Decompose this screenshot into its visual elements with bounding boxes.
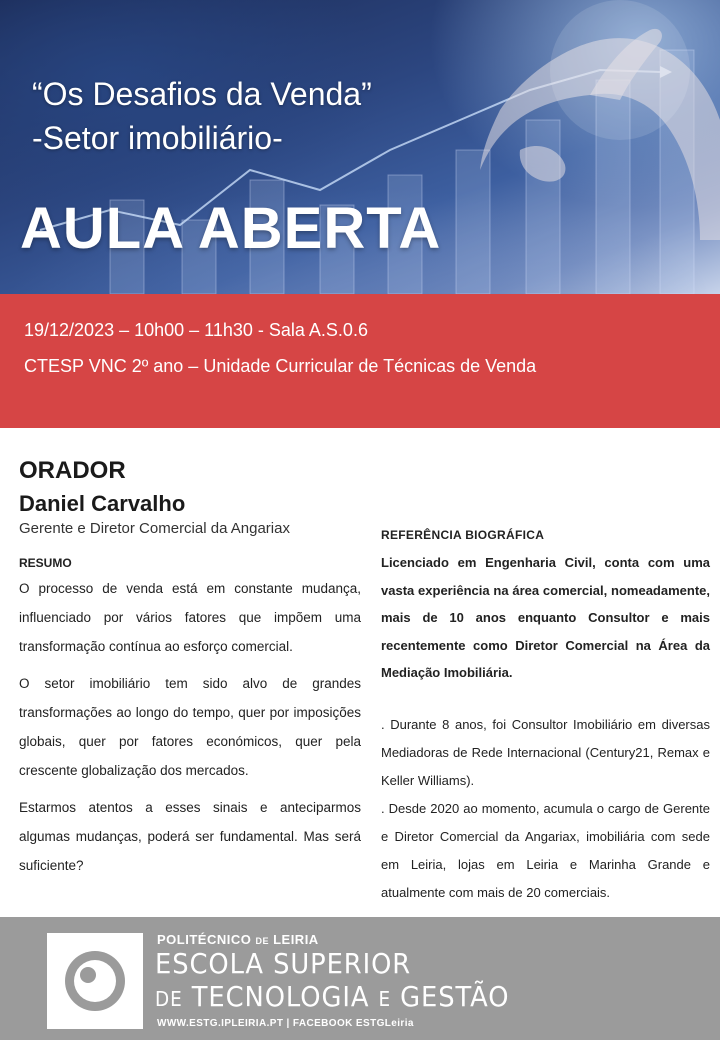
- event-course: CTESP VNC 2º ano – Unidade Curricular de Técnicas de Venda: [24, 356, 537, 376]
- summary-paragraph: Estarmos atentos a esses sinais e anteciparmos algumas mudanças, poderá ser fundamental. Mas será suficiente?: [19, 800, 361, 873]
- bio-column: [381, 524, 710, 907]
- institution-name-main: POLITÉCNICO: [157, 932, 256, 947]
- bio-item: . Desde 2020 ao momento, acumula o cargo de Gerente e Diretor Comercial da Angariax, imobiliária com sede em Leiria, lojas em Leiria e Marinha Grande e atualmente com mais de 20 comerciais.: [381, 800, 710, 900]
- school-name-line2: [155, 981, 509, 1015]
- speaker-summary-column: [19, 456, 361, 880]
- speaker-heading: ORADOR: [19, 457, 126, 484]
- bio-heading: REFERÊNCIA BIOGRÁFICA: [381, 528, 545, 542]
- speaker-name: Daniel Carvalho: [19, 491, 186, 516]
- school-name-gestao: GESTÃO: [391, 980, 510, 1013]
- institution-name: [157, 932, 319, 947]
- event-info-band: [0, 294, 720, 428]
- school-name-de: DE: [155, 987, 183, 1011]
- bio-item: . Durante 8 anos, foi Consultor Imobiliário em diversas Mediadoras de Rede Internacional (Century21, Remax e Keller Williams).: [381, 716, 710, 788]
- school-name-line1: ESCOLA SUPERIOR: [155, 947, 412, 980]
- footer: [0, 917, 720, 1040]
- event-date-location: 19/12/2023 – 10h00 – 11h30 - Sala A.S.0.6: [24, 320, 368, 340]
- institution-name-end: LEIRIA: [268, 932, 319, 947]
- eye-logo-icon: [47, 933, 143, 1029]
- institution-logo: [47, 933, 143, 1029]
- hero-subtitle: -Setor imobiliário-: [32, 120, 283, 156]
- hero-quote-title: “Os Desafios da Venda”: [32, 76, 372, 112]
- summary-paragraph: O processo de venda está em constante mudança, influenciado por vários fatores que impõem uma transformação contínua ao esforço comercial.: [19, 581, 361, 654]
- hero-banner: [0, 0, 720, 294]
- summary-paragraph: O setor imobiliário tem sido alvo de grandes transformações ao longo do tempo, quer por imposições globais, quer por fatores económicos, quer pela crescente globalização dos mercados.: [19, 676, 361, 778]
- summary-heading: RESUMO: [19, 556, 72, 570]
- event-title: AULA ABERTA: [20, 196, 442, 261]
- speaker-role: Gerente e Diretor Comercial da Angariax: [19, 520, 290, 537]
- footer-links: WWW.ESTG.IPLEIRIA.PT | FACEBOOK ESTGLeiria: [157, 1018, 414, 1029]
- school-name-e: E: [378, 987, 392, 1011]
- institution-name-small: DE: [255, 936, 269, 946]
- bio-intro: Licenciado em Engenharia Civil, conta com uma vasta experiência na área comercial, nomeadamente, mais de 10 anos enquanto Consultor e mais recentemente como Diretor Comercial na Área da Mediação Imobiliária.: [381, 555, 710, 680]
- school-name-tecnologia: TECNOLOGIA: [182, 980, 379, 1013]
